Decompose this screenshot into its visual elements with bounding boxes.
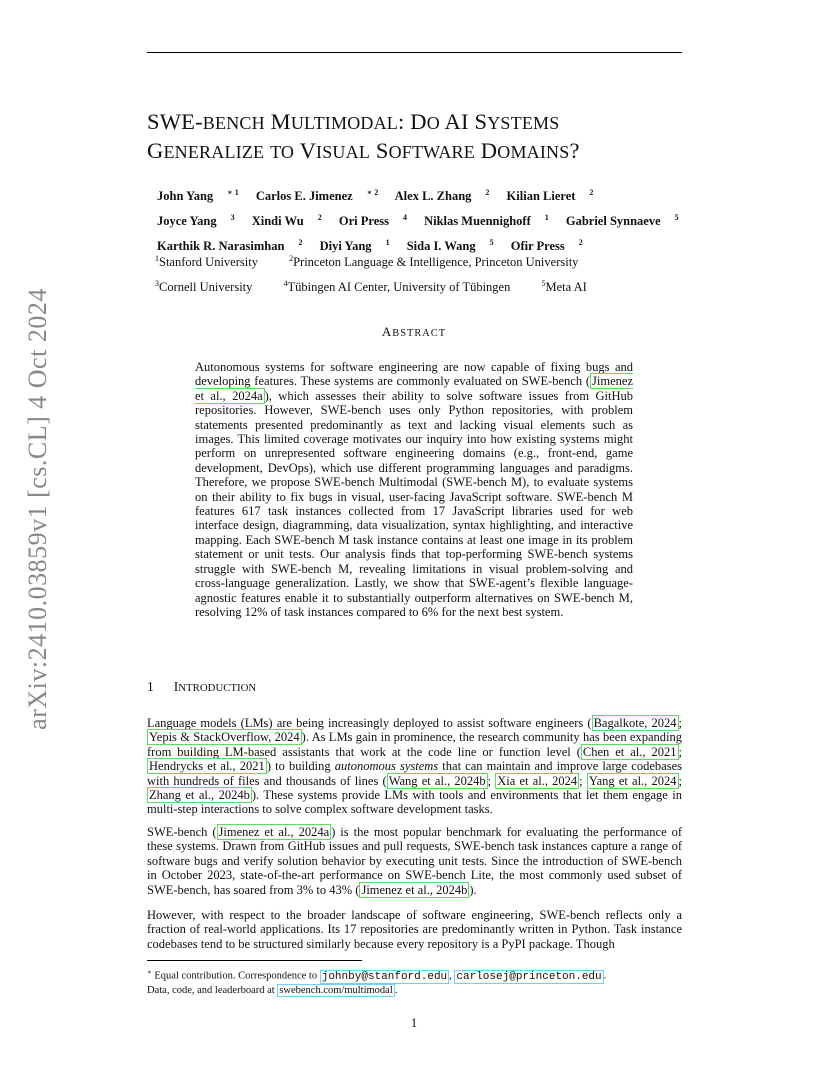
author: Diyi Yang $^1$ (319, 238, 390, 254)
citation-link[interactable]: Wang et al., 2024b (388, 773, 486, 788)
citation-link[interactable]: Chen et al., 2021 (582, 744, 677, 759)
author: Carlos E. Jimenez $^{∗ 2}$ (255, 188, 379, 204)
author: Ofir Press $^2$ (510, 238, 583, 254)
author: Karthik R. Narasimhan $^2$ (157, 238, 303, 254)
affiliation: $^1$Stanford University (155, 254, 258, 270)
author: Joyce Yang $^3$ (157, 213, 235, 229)
affiliation: $^4$Tübingen AI Center, University of Tübingen (283, 279, 511, 295)
citation-link[interactable]: Zhang et al., 2024b (149, 788, 250, 803)
affiliation: $^3$Cornell University (155, 279, 253, 295)
section-heading-introduction: 1 INTRODUCTION (147, 679, 257, 694)
website-link[interactable]: swebench.com/multimodal (279, 984, 393, 996)
arxiv-identifier[interactable]: arXiv:2410.03859v1 [cs.CL] 4 Oct 2024 (23, 288, 52, 730)
citation-link[interactable]: Jimenez et al., 2024b (361, 882, 468, 897)
paragraph: SWE-bench ( Jimenez et al., 2024a ) is the most popular benchmark for evaluating the performance of these systems. Drawn from GitHub issues and pull requests, SWE-bench task instances capture a range of software bugs and verify solution behavior by executing unit tests. Since the introduction of SWE-bench in October 2023, state-of-the-art performance on SWE-bench Lite, the most commonly used subset of SWE-bench, has soared from 3% to 43% ( Jimenez et al., 2024b ). (147, 825, 682, 897)
citation-link[interactable]: Hendrycks et al., 2021 (149, 759, 265, 774)
citation-link[interactable]: Jimenez et al., 2024a (218, 825, 330, 839)
email-link[interactable]: johnby@stanford.edu (321, 970, 448, 983)
author: Xindi Wu $^2$ (251, 213, 322, 229)
paper-title: SWE-BENCH MULTIMODAL: DO AI SYSTEMS GENERALIZE TO VISUAL SOFTWARE DOMAINS? (147, 109, 580, 163)
citation-link[interactable]: Yang et al., 2024 (588, 773, 677, 788)
citation-link[interactable]: Yepis & StackOverflow, 2024 (149, 730, 300, 745)
abstract-heading: ABSTRACT (381, 324, 447, 339)
author: Gabriel Synnaeve $^5$ (565, 213, 679, 229)
citation-link[interactable]: Xia et al., 2024 (497, 773, 578, 788)
affiliation: $^5$Meta AI (541, 279, 587, 295)
author: John Yang $^{∗ 1}$ (157, 188, 239, 204)
author: Niklas Muennighoff $^1$ (424, 213, 549, 229)
citation-link[interactable]: Bagalkote, 2024 (593, 716, 677, 730)
author: Alex L. Zhang $^2$ (394, 188, 490, 204)
author: Ori Press $^4$ (338, 213, 407, 229)
top-rule (147, 52, 682, 53)
footnote: ∗ Equal contribution. Correspondence to johnby@stanford.edu , carlosej@princeton.edu . Data, code, and leaderboard at swebench.com/multimodal . (147, 968, 607, 996)
paragraph: However, with respect to the broader landscape of software engineering, SWE-bench reflects only a fraction of real-world applications. Its 17 repositories are predominantly written in Python. Task instance codebases tend to be structured similarly because every repository is a PyPI package. Though (147, 908, 682, 951)
abstract-text: Autonomous systems for software engineering are now capable of fixing bugs and developing features. These systems are commonly evaluated on SWE-bench ( Jimenez et al., 2024a ), which assesses their ability to solve software issues from GitHub repositories. However, SWE-bench uses only Python repositories, with problem statements presented predominantly as text and lacking visual elements such as images. This limited coverage motivates our inquiry into how existing systems might perform on unrepresented software engineering domains (e.g., front-end, game development, DevOps), which use different programming languages and paradigms. Therefore, we propose SWE-bench Multimodal (SWE-bench M), to evaluate systems on their ability to fix bugs in visual, user-facing JavaScript software. SWE-bench M features 617 task instances collected from 17 JavaScript libraries used for web interface design, diagramming, data visualization, syntax highlighting, and interactive mapping. Each SWE-bench M task instance contains at least one image in its problem statement or unit tests. Our analysis finds that top-performing SWE-bench systems struggle with SWE-bench M, revealing limitations in visual problem-solving and cross-language generalization. Lastly, we show that SWE-agent’s flexible language-agnostic features enable it to substantially outperform alternatives on SWE-bench M, resolving 12% of task instances compared to 6% for the next best system. (195, 360, 633, 619)
paragraph: Language models (LMs) are being increasingly deployed to assist software engineers ( Bagalkote, 2024 ; Yepis & StackOverflow, 2024 ). As LMs gain in prominence, the research community has been expanding from building LM-based assistants that work at the code line or function level ( Chen et al., 2021 ; Hendrycks et al., 2021 ) to building autonomous systems that can maintain and improve large codebases with hundreds of files and thousands of lines ( Wang et al., 2024b ; Xia et al., 2024 ; Yang et al., 2024 ; Zhang et al., 2024b ). These systems provide LMs with tools and environments that let them engage in multi-step interactions to solve complex software development tasks. (147, 716, 682, 817)
author: Sida I. Wang $^5$ (406, 238, 494, 254)
email-link[interactable]: carlosej@princeton.edu (456, 970, 602, 983)
author-list (157, 182, 697, 257)
footnote-rule (147, 960, 362, 961)
citation-link[interactable]: Jimenez et al., 2024a (195, 374, 633, 403)
affiliation-list (155, 248, 695, 298)
affiliation: $^2$Princeton Language & Intelligence, Princeton University (289, 254, 579, 270)
author: Kilian Lieret $^2$ (506, 188, 594, 204)
page-number: 1 (410, 1016, 418, 1030)
